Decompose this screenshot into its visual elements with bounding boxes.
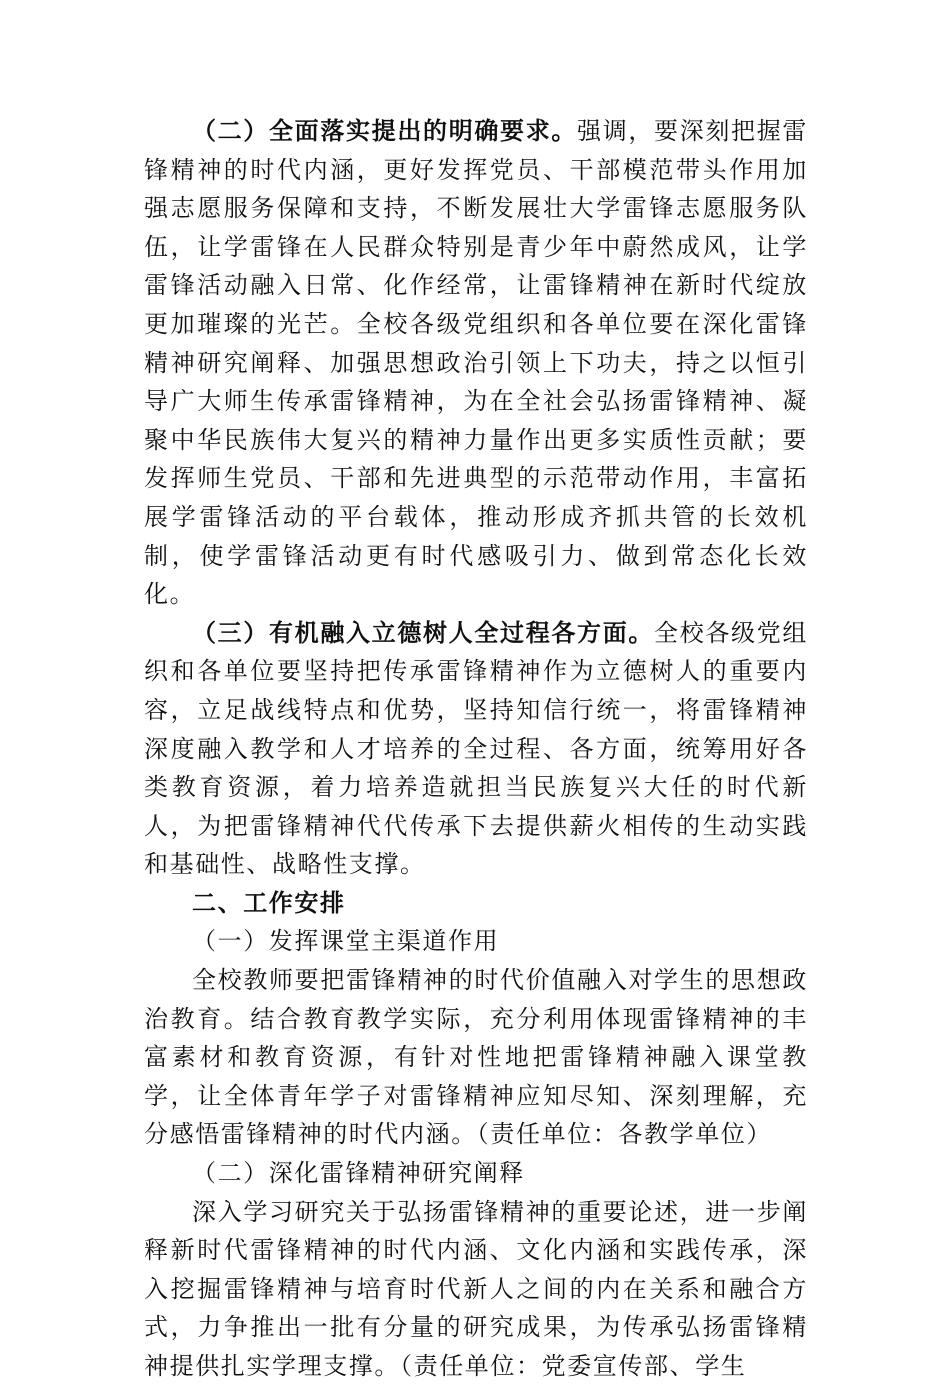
paragraph-integration <box>144 614 808 884</box>
paragraph-lead: （三）有机融入立德树人全过程各方面。 <box>192 617 655 647</box>
paragraph-lead: （二）全面落实提出的明确要求。 <box>192 116 578 145</box>
subsection-heading: （二）深化雷锋精神研究阐释 <box>192 1159 525 1188</box>
paragraph-body: 全校各级党组织和各单位要坚持把传承雷锋精神作为立德树人的重要内容，立足战线特点和优势，坚持知信行统一，将雷锋精神深度融入教学和人才培养的全过程、各方面，统筹用好各类教育资源，着力培养造就担当民族复兴大任的时代新人，为把雷锋精神代代传承下去提供薪火相传的生动实践和基础性、战略性支撑。 <box>144 618 808 879</box>
paragraph-requirements <box>144 112 808 614</box>
paragraph-classroom: 全校教师要把雷锋精神的时代价值融入对学生的思想政治教育。结合教育教学实际，充分利用体现雷锋精神的丰富素材和教育资源，有针对性地把雷锋精神融入课堂教学，让全体青年学子对雷锋精神应知尽知、深刻理解，充分感悟雷锋精神的时代内涵。（责任单位：各教学单位） <box>144 966 808 1149</box>
paragraph-research: 深入学习研究关于弘扬雷锋精神的重要论述，进一步阐释新时代雷锋精神的时代内涵、文化内涵和实践传承，深入挖掘雷锋精神与培育时代新人之间的内在关系和融合方式，力争推出一批有分量的研究成果，为传承弘扬雷锋精神提供扎实学理支撑。（责任单位：党委宣传部、学生 <box>144 1197 808 1380</box>
paragraph-body: 强调，要深刻把握雷锋精神的时代内涵，更好发挥党员、干部模范带头作用加强志愿服务保障和支持，不断发展壮大学雷锋志愿服务队伍，让学雷锋在人民群众特别是青少年中蔚然成风，让学雷锋活动融入日常、化作经常，让雷锋精神在新时代绽放更加璀璨的光芒。全校各级党组织和各单位要在深化雷锋精神研究阐释、加强思想政治引领上下功夫，持之以恒引导广大师生传承雷锋精神，为在全社会弘扬雷锋精神、凝聚中华民族伟大复兴的精神力量作出更多实质性贡献；要发挥师生党员、干部和先进典型的示范带动作用，丰富拓展学雷锋活动的平台载体，推动形成齐抓共管的长效机制，使学雷锋活动更有时代感吸引力、做到常态化长效化。 <box>144 117 809 609</box>
section-heading: 二、工作安排 <box>192 888 346 917</box>
document-page <box>144 112 808 1386</box>
subsection-heading: （一）发挥课堂主渠道作用 <box>192 927 500 956</box>
